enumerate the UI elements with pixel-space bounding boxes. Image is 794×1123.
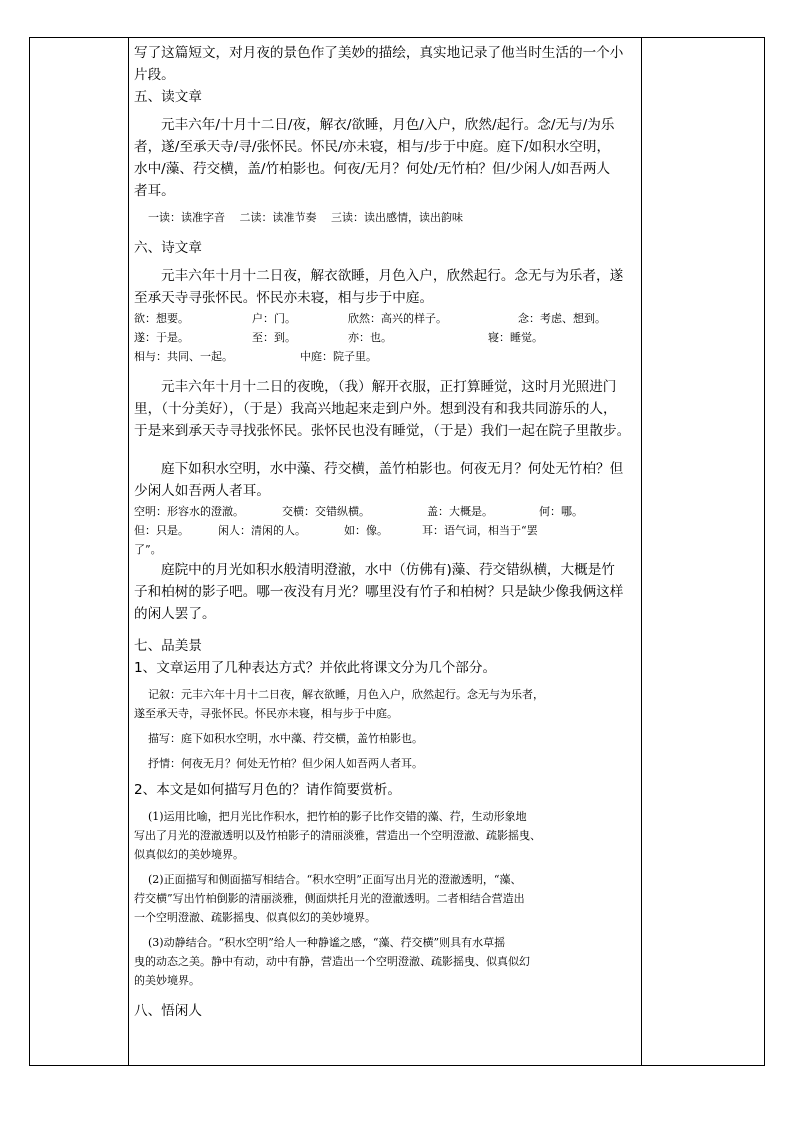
translation-line: 元丰六年十月十二日的夜晚，（我）解开衣服，正打算睡觉，这时月光照进门: [161, 379, 617, 395]
answer-line: 曳的动态之美。静中有动，动中有静，营造出一个空明澄澈、疏影摇曳、似真似幻: [134, 955, 530, 968]
answer-line: 描写：庭下如积水空明，水中藻、荇交横，盖竹柏影也。: [148, 732, 423, 745]
section-heading-poem: 六、诗文章: [134, 240, 202, 256]
annotation-row: [134, 502, 636, 521]
original-text-line: 至承天寺寻张怀民。怀民亦未寝，相与步于中庭。: [134, 290, 434, 306]
annotation: 户：门。: [252, 312, 296, 325]
question: 1、文章运用了几种表达方式？并依此将课文分为几个部分。: [134, 660, 497, 676]
section-heading-idle-people: 八、悟闲人: [134, 1003, 202, 1019]
annotation: 闲人：清闲的人。: [218, 524, 306, 537]
section-heading-scenery: 七、品美景: [134, 638, 202, 654]
annotation: 念：考虑、想到。: [518, 312, 606, 325]
annotation-row: [134, 521, 636, 540]
annotation: 相与：共同、一起。: [134, 350, 233, 363]
annotation: 空明：形容水的澄澈。: [134, 505, 244, 518]
translation-line: 庭院中的月光如积水般清明澄澈，水中（仿佛有)藻、荇交错纵横，大概是竹: [161, 562, 615, 578]
answer-line: 一个空明澄澈、疏影摇曳、似真似幻的美妙境界。: [134, 911, 376, 924]
reading-tips: 一读：读准字音 二读：读准节奏 三读：读出感情，读出韵味: [148, 211, 463, 224]
translation-line: 子和柏树的影子吧。哪一夜没有月光？哪里没有竹子和柏树？只是缺少像我俩这样: [134, 584, 624, 600]
answer-line: (1)运用比喻，把月光比作积水，把竹柏的影子比作交错的藻、荇，生动形象地: [148, 810, 527, 823]
content-cell: [134, 42, 636, 1022]
annotation: 中庭：院子里。: [300, 350, 377, 363]
original-text-line: 庭下如积水空明，水中藻、荇交横，盖竹柏影也。何夜无月？何处无竹柏？但: [161, 461, 624, 477]
segmented-text-line: 元丰六年/十月十二日/夜，解衣/欲睡，月色/入户，欣然/起行。念/无与/为乐: [161, 117, 615, 133]
annotation: 何：哪。: [539, 505, 583, 518]
original-text-line: 元丰六年十月十二日夜，解衣欲睡，月色入户，欣然起行。念无与为乐者，遂: [161, 268, 624, 284]
annotation: 交横：交错纵横。: [282, 505, 370, 518]
answer-line: 抒情：何夜无月？何处无竹柏？但少闲人如吾两人者耳。: [148, 757, 423, 770]
translation-line: 里，（十分美好），（于是）我高兴地起来走到户外。想到没有和我共同游乐的人，: [134, 401, 617, 417]
original-text-line: 少闲人如吾两人者耳。: [134, 483, 270, 499]
segmented-text-line: 者，遂/至承天寺/寻/张怀民。怀民/亦未寝，相与/步于中庭。庭下/如积水空明，: [134, 139, 611, 155]
annotation: 寝：睡觉。: [488, 331, 543, 344]
answer-line: (3)动静结合。“积水空明”给人一种静谧之感，“藻、荇交横”则具有水草摇: [148, 936, 506, 949]
translation-line: 于是来到承天寺寻找张怀民。张怀民也没有睡觉，（于是）我们一起在院子里散步。: [134, 423, 631, 439]
answer-line: 写出了月光的澄澈透明以及竹柏影子的清丽淡雅，营造出一个空明澄澈、疏影摇曳、: [134, 829, 541, 842]
answer-line: 似真似幻的美妙境界。: [134, 848, 244, 861]
annotation: 亦：也。: [348, 331, 392, 344]
answer-line: 荇交横”写出竹柏倒影的清丽淡雅，侧面烘托月光的澄澈透明。二者相结合营造出: [134, 892, 525, 905]
question: 2、本文是如何描写月色的？请作简要赏析。: [134, 782, 401, 798]
left-column-divider: [128, 38, 129, 1065]
annotation: 遂：于是。: [134, 331, 189, 344]
translation-line: 的闲人罢了。: [134, 606, 216, 622]
annotation: 盖：大概是。: [427, 505, 493, 518]
annotation: 欲：想要。: [134, 312, 189, 325]
answer-line: 的美妙境界。: [134, 974, 200, 987]
annotation-row: [134, 347, 636, 366]
annotation: 耳：语气词，相当于“罢: [422, 524, 538, 537]
right-column-divider: [641, 38, 642, 1065]
answer-line: 遂至承天寺，寻张怀民。怀民亦未寝，相与步于中庭。: [134, 707, 398, 720]
segmented-text-line: 者耳。: [134, 183, 175, 199]
annotation: 欣然：高兴的样子。: [348, 312, 447, 325]
answer-line: 记叙：元丰六年十月十二日夜，解衣欲睡，月色入户，欣然起行。念无与为乐者，: [148, 688, 544, 701]
annotation-row: [134, 328, 636, 347]
annotation-row: [134, 309, 636, 328]
intro-line: 片段。: [134, 67, 175, 83]
annotation: 了”。: [134, 543, 162, 556]
intro-line: 写了这篇短文，对月夜的景色作了美妙的描绘，真实地记录了他当时生活的一个小: [134, 45, 624, 61]
section-heading-read: 五、读文章: [134, 89, 202, 105]
annotation: 至：到。: [252, 331, 296, 344]
segmented-text-line: 水中/藻、荇交横，盖/竹柏影也。何夜/无月？何处/无竹柏？但/少闲人/如吾两人: [134, 161, 611, 177]
annotation: 如：像。: [344, 524, 388, 537]
lesson-table: [29, 37, 765, 1066]
annotation: 但：只是。: [134, 524, 189, 537]
answer-line: (2)正面描写和侧面描写相结合。“积水空明”正面写出月光的澄澈透明，“藻、: [148, 873, 522, 886]
